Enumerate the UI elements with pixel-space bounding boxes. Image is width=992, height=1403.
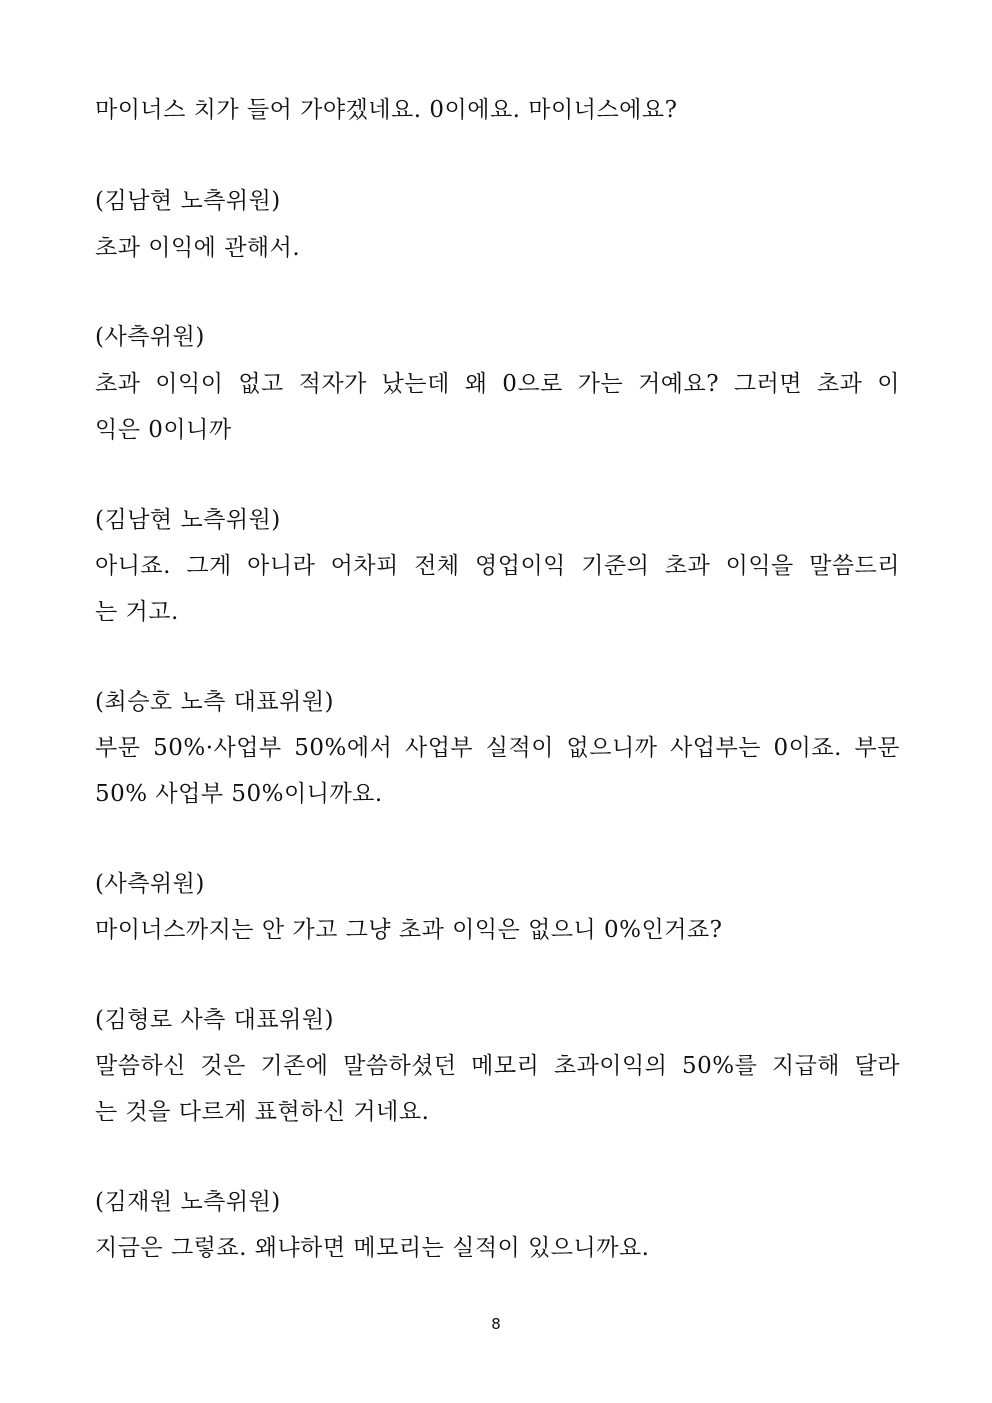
page-number: 8 — [491, 1315, 501, 1333]
speaker-label: (김형로 사측 대표위원) — [95, 1007, 335, 1033]
text-line: 초과 이익이 없고 적자가 났는데 왜 0으로 가는 거예요? 그러면 초과 이 — [95, 371, 900, 397]
text-line: 는 거고. — [95, 599, 179, 625]
speaker-label: (김재원 노측위원) — [95, 1189, 281, 1215]
text-line: 마이너스 치가 들어 가야겠네요. 0이에요. 마이너스에요? — [95, 97, 678, 123]
speaker-label: (김남현 노측위원) — [95, 507, 281, 533]
text-line: 50% 사업부 50%이니까요. — [95, 781, 383, 807]
text-line: 익은 0이니까 — [95, 417, 232, 443]
text-line: 부문 50%·사업부 50%에서 사업부 실적이 없으니까 사업부는 0이죠. 부문 — [95, 735, 900, 761]
speaker-label: (사측위원) — [95, 871, 205, 897]
speaker-label: (최승호 노측 대표위원) — [95, 689, 335, 715]
text-line: 마이너스까지는 안 가고 그냥 초과 이익은 없으니 0%인거죠? — [95, 917, 723, 943]
speaker-label: (사측위원) — [95, 324, 205, 350]
text-line: 말씀하신 것은 기존에 말씀하셨던 메모리 초과이익의 50%를 지급해 달라 — [95, 1053, 900, 1079]
text-line: 는 것을 다르게 표현하신 거네요. — [95, 1099, 430, 1125]
text-line: 아니죠. 그게 아니라 어차피 전체 영업이익 기준의 초과 이익을 말씀드리 — [95, 553, 900, 579]
text-line: 지금은 그렇죠. 왜냐하면 메모리는 실적이 있으니까요. — [95, 1235, 650, 1261]
text-line: 초과 이익에 관해서. — [95, 235, 301, 261]
speaker-label: (김남현 노측위원) — [95, 188, 281, 214]
